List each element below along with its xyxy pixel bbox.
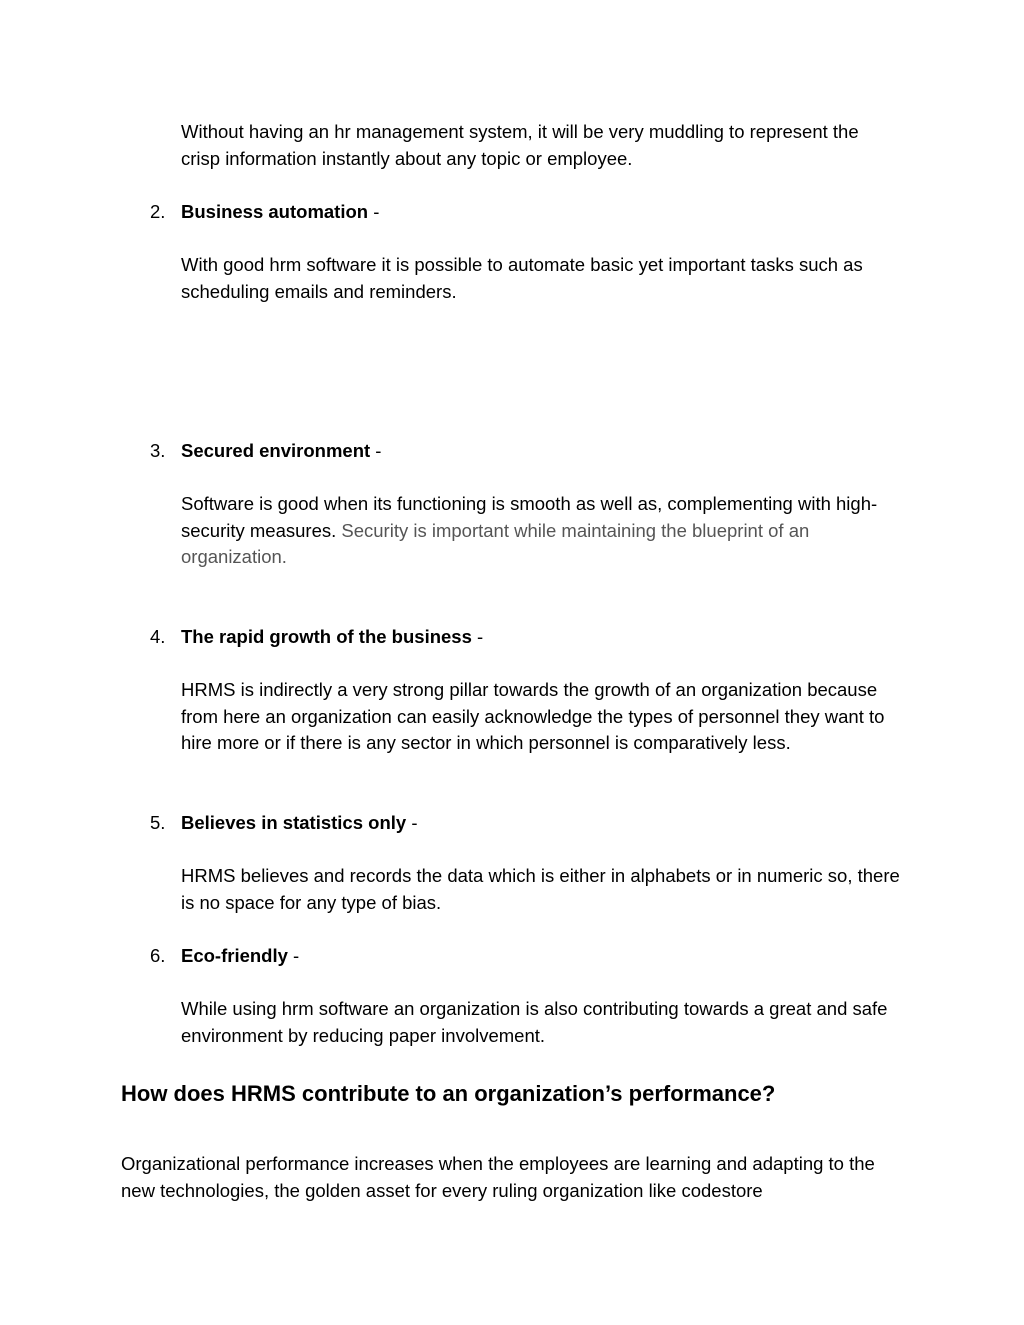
list-item-title bbox=[181, 943, 299, 970]
item-separator: - bbox=[370, 440, 382, 461]
section-heading: How does HRMS contribute to an organization’s performance? bbox=[121, 1081, 776, 1106]
item-title-bold: Believes in statistics only bbox=[181, 812, 407, 833]
section-paragraph: Organizational performance increases when the employees are learning and adapting to the new technologies, the golden asset for every ruling organization like codestore bbox=[121, 1153, 875, 1201]
list-number: 6. bbox=[150, 945, 166, 966]
item-separator: - bbox=[368, 201, 380, 222]
intro-paragraph: Without having an hr management system, it will be very muddling to represent the crisp information instantly about any topic or employee. bbox=[181, 121, 859, 169]
list-item-title bbox=[181, 199, 379, 226]
list-item-text: While using hrm software an organization is also contributing towards a great and safe environment by reducing paper involvement. bbox=[181, 998, 888, 1046]
list-item-title bbox=[181, 624, 483, 651]
list-item-title bbox=[181, 438, 381, 465]
list-number: 5. bbox=[150, 812, 166, 833]
item-title-bold: The rapid growth of the business bbox=[181, 626, 472, 647]
list-item-text bbox=[181, 491, 901, 571]
list-item-text: HRMS is indirectly a very strong pillar towards the growth of an organization because from here an organization can easily acknowledge the types of personnel they want to hire more or if there is any sector in which personnel is comparatively less. bbox=[181, 679, 885, 753]
list-item-text: With good hrm software it is possible to automate basic yet important tasks such as scheduling emails and reminders. bbox=[181, 254, 863, 302]
item-separator: - bbox=[471, 626, 484, 647]
item-separator: - bbox=[406, 812, 418, 833]
item-title-bold: Business automation bbox=[181, 201, 369, 222]
list-number: 3. bbox=[150, 440, 166, 461]
item-separator: - bbox=[287, 945, 300, 966]
item-title-bold: Secured environment bbox=[181, 440, 371, 461]
list-number: 2. bbox=[150, 201, 166, 222]
list-item-text: HRMS believes and records the data which is either in alphabets or in numeric so, there is no space for any type of bias. bbox=[181, 865, 900, 913]
list-item-title bbox=[181, 810, 418, 837]
list-number: 4. bbox=[150, 626, 166, 647]
item-title-bold: Eco-friendly bbox=[181, 945, 288, 966]
item-text-gray: Security is important while maintaining the blueprint of an organization. bbox=[181, 519, 810, 567]
item-text-main: Software is good when its functioning is smooth as well as, complementing with high-security measures. bbox=[181, 493, 878, 541]
